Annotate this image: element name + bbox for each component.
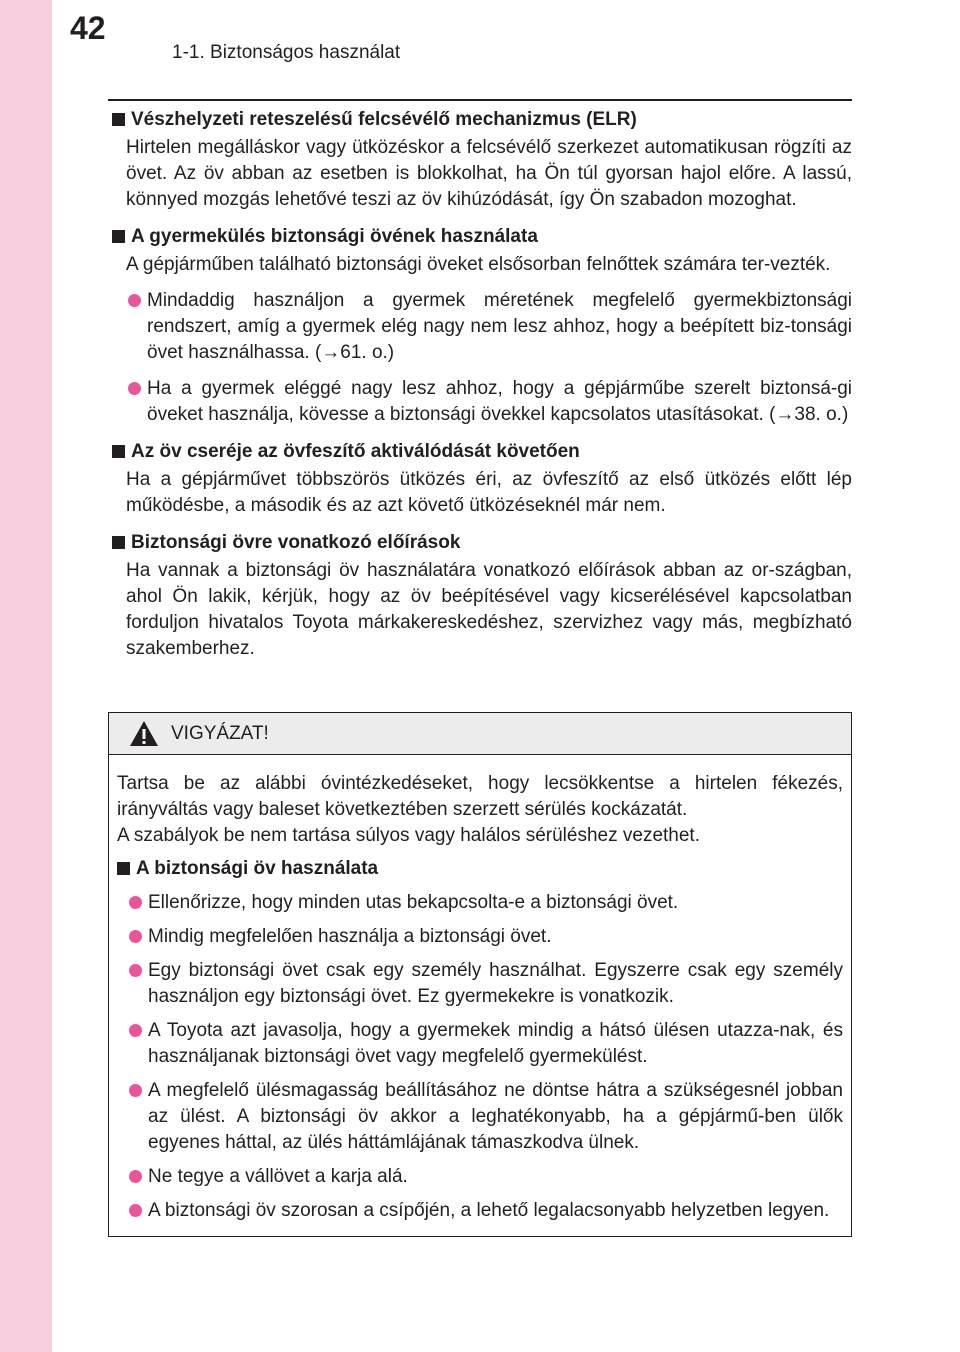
caution-intro: Tartsa be az alábbi óvintézkedéseket, hogy lecsökkentse a hirtelen fékezés, irányváltás vagy baleset következtében szerzett sérülés kockázatát. — [117, 773, 843, 820]
side-tab-bar — [0, 0, 52, 1352]
list-item: Mindig megfelelően használja a biztonsági övet. — [129, 924, 843, 950]
square-bullet-icon — [112, 230, 125, 243]
caution-body — [109, 755, 851, 1224]
list-item: A megfelelő ülésmagasság beállításához ne döntse hátra a szükségesnél jobban az ülést. A biztonsági öv akkor a leghatékonyabb, ha a gépjármű-ben ülők egyenes háttal, az ülés háttámlájának támaszkodva ülnek. — [129, 1078, 843, 1156]
list-item: A biztonsági öv szorosan a csípőjén, a lehető legalacsonyabb helyzetben legyen. — [129, 1198, 843, 1224]
caution-header — [109, 713, 851, 755]
section-text: Hirtelen megálláskor vagy ütközéskor a felcsévélő szerkezet automatikusan rögzíti az övet. Az öv abban az esetben is blokkolhat, ha Ön túl gyorsan hajol előre. A lassú, könnyed mozgás lehetővé teszi az öv kihúzódását, így Ön szabadon mozoghat. — [126, 137, 852, 210]
section-heading: A gyermekülés biztonsági övének használata — [108, 223, 852, 250]
list-item: Mindaddig használjon a gyermek méretének megfelelő gyermekbiztonsági rendszert, amíg a gyermek elég nagy nem lesz ahhoz, hogy a beépített biz-tonsági övet használhassa. (→61. o.) — [128, 288, 852, 366]
round-bullet-icon — [129, 930, 142, 943]
section-text: A gépjárműben található biztonsági öveket elsősorban felnőttek számára ter-vezték. — [126, 254, 831, 275]
list-item: Egy biztonsági övet csak egy személy használhat. Egyszerre csak egy személy használjon egy biztonsági övet. Ez gyermekekre is vonatkozik. — [129, 958, 843, 1010]
list-item: Ne tegye a vállövet a karja alá. — [129, 1164, 843, 1190]
round-bullet-icon — [128, 294, 141, 307]
warning-icon — [129, 720, 159, 747]
list-item: Ellenőrizze, hogy minden utas bekapcsolta-e a biztonsági övet. — [129, 890, 843, 916]
list-item: Ha a gyermek eléggé nagy lesz ahhoz, hogy a gépjárműbe szerelt biztonsá-gi öveket használja, kövesse a biztonsági övekkel kapcsolatos utasításokat. (→38. o.) — [128, 376, 852, 428]
section-heading: Az öv cseréje az övfeszítő aktiválódását követően — [108, 438, 852, 465]
section-text: Ha a gépjárművet többszörös ütközés éri, az övfeszítő az első ütközés előtt lép működésbe, a második és az azt követő ütközéseknél már nem. — [126, 469, 852, 516]
page-number: 42 — [70, 10, 106, 46]
section-heading: Biztonsági övre vonatkozó előírások — [108, 529, 852, 556]
caution-title: VIGYÁZAT! — [171, 722, 269, 744]
main-content — [108, 106, 852, 662]
section-pretensioner — [108, 438, 852, 519]
round-bullet-icon — [129, 964, 142, 977]
chapter-title: 1-1. Biztonságos használat — [172, 42, 401, 63]
round-bullet-icon — [128, 382, 141, 395]
square-bullet-icon — [112, 445, 125, 458]
section-text: Ha vannak a biztonsági öv használatára vonatkozó előírások abban az or-szágban, ahol Ön lakik, kérjük, hogy az öv beépítésével vagy kicserélésével kapcsolatban forduljon hivatalos Toyota márkakereskedéshez, szervizhez vagy más, megbízható szakemberhez. — [126, 560, 852, 659]
section-elr — [108, 106, 852, 213]
round-bullet-icon — [129, 1024, 142, 1037]
caution-box — [108, 712, 852, 1237]
round-bullet-icon — [129, 896, 142, 909]
list-item: A Toyota azt javasolja, hogy a gyermekek mindig a hátsó ülésen utazza-nak, és használjanak biztonsági övet vagy megfelelő gyermekülést. — [129, 1018, 843, 1070]
section-heading: Vészhelyzeti reteszelésű felcsévélő mechanizmus (ELR) — [108, 106, 852, 133]
section-child-seat — [108, 223, 852, 428]
caution-subheading: A biztonsági öv használata — [117, 855, 843, 882]
round-bullet-icon — [129, 1170, 142, 1183]
square-bullet-icon — [112, 536, 125, 549]
section-regulations — [108, 529, 852, 662]
round-bullet-icon — [129, 1084, 142, 1097]
header-rule — [108, 99, 852, 101]
caution-intro-2: A szabályok be nem tartása súlyos vagy halálos sérüléshez vezethet. — [117, 825, 700, 846]
round-bullet-icon — [129, 1204, 142, 1217]
square-bullet-icon — [112, 113, 125, 126]
square-bullet-icon — [117, 862, 130, 875]
